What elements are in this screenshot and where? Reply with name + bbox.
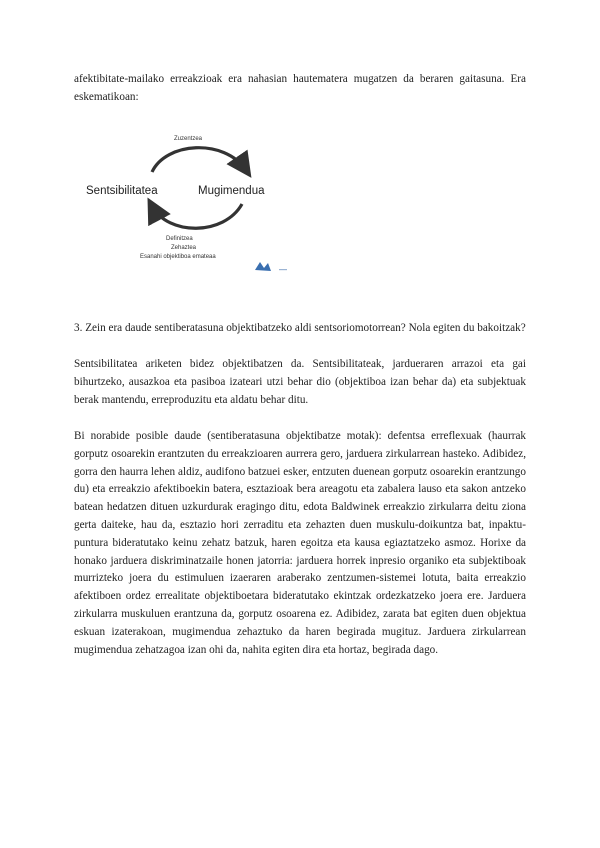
blue-decoration-icon [255, 262, 287, 271]
top-cycle-arrow [152, 148, 246, 172]
cycle-diagram [74, 122, 314, 282]
answer-paragraph-2: Bi norabide posible daude (sentiberatasuna objektibatze motak): defentsa erreflexuak (haurrak gorputz osoarekin erantzuten du erreakzioaren aurrera gero, jarduera zirkularrean hasteko. Adibidez, gorra den haurra lehen aldiz, audifono batzuei esker, entzuten duenean gorputz osoarekin erantzungo du) eta erreakzio afektiboekin batera, esztazioak bera areagotu eta zabalera lauso eta sakon antzeko batean hedatzen dituen uzkurdurak eragingo ditu, edota Baldwinek erreakzio zirkularra deitu ziona gerta daiteke, hau da, esztazio hori zerraditu eta zehazten duen muskulu-doikuntza bat, inpaktu-puntura bideratutako keinu zehatz batzuk, haren egoitza eta kausa egiaztatzeko asmoz. Horixe da honako jarduera diskriminatzaile honen jatorria: jarduera horrek inpresio organiko eta subjektiboak murrizteko joera du estimuluen izaeraren araberako zentzumen-sistemei lotuta, baita erreakzio afektiboen ordez errealitate objektiboetara bideratutako ekintzak ordezkatzeko joera ere. Jarduera zirkularra muskuluen erantzuna da, gorputz osoarena ez. Adibidez, zarata bat egiten duen objektua eskuan izaterakoan, mugimendua zehaztuko da haren begirada mugituz. Jarduera zirkularrean mugimendua zehatzagoa izan ohi da, nahita egiten dira eta hortaz, begirada dago. [74, 430, 526, 656]
diagram-bottom-label-1: Definitzea [166, 236, 193, 242]
diagram-left-node: Sentsibilitatea [86, 185, 158, 197]
question-heading: 3. Zein era daude sentiberatasuna objektibatzeko aldi sentsoriomotorrean? Nola egiten du bakoitzak? [74, 322, 526, 334]
answer-paragraph-1: Sentsibilitatea ariketen bidez objektibatzen da. Sentsibilitateak, jardueraren arrazoi eta gai bihurtzeko, ausazkoa eta pasiboa izateari utzi behar dio (objektiboa izan behar da) eta subjektuak berak mantendu, erreproduzitu eta aldatu behar ditu. [74, 358, 526, 406]
bottom-cycle-arrow [152, 204, 242, 228]
diagram-bottom-label-2: Zehaztea [171, 245, 197, 251]
diagram-bottom-label-3: Esanahi objektiboa emateaa [140, 254, 216, 260]
diagram-right-node: Mugimendua [198, 185, 265, 197]
intro-paragraph: afektibitate-mailako erreakzioak era nahasian hautematera mugatzen da beraren gaitasuna. Era eskematikoan: [74, 73, 526, 103]
diagram-top-label: Zuzentzea [174, 136, 203, 142]
